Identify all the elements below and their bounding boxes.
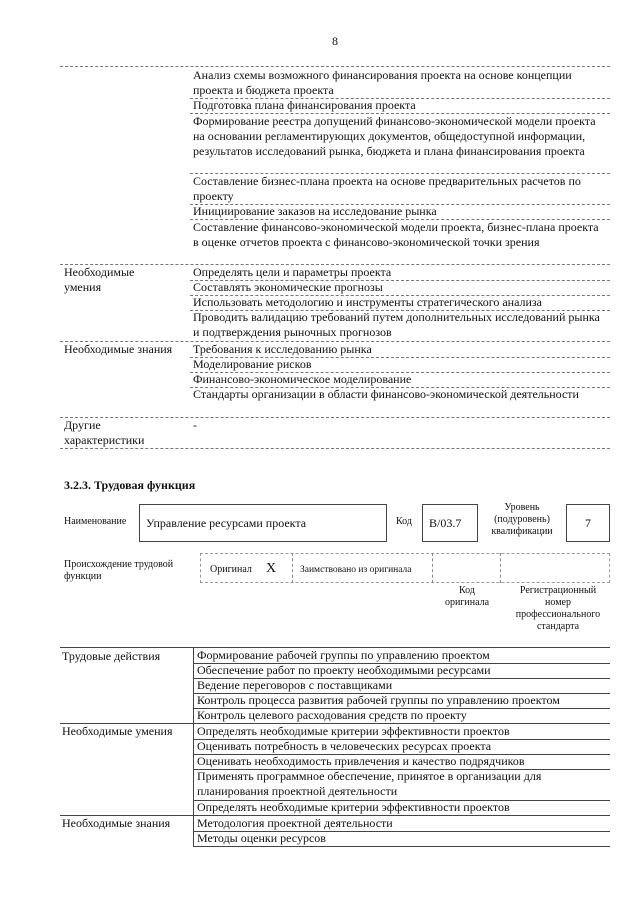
- action-item: Контроль процесса развития рабочей группы по управлению проектом: [197, 693, 560, 707]
- origin-label: Происхождение трудовой функции: [64, 559, 174, 582]
- knowledge-item: Методология проектной деятельности: [197, 816, 393, 830]
- skill-item: Определять необходимые критерии эффективности проектов: [197, 724, 510, 738]
- action-item: Анализ схемы возможного финансирования проекта на основе концепции проекта и бюджета проекта: [193, 68, 572, 97]
- action-item: Обеспечение работ по проекту необходимыми ресурсами: [197, 663, 491, 677]
- code-orig-label: Код оригинала: [444, 585, 490, 608]
- knowledge-label: Необходимые знания: [64, 342, 173, 356]
- knowledge-item: Моделирование рисков: [193, 357, 312, 371]
- original-mark: X: [266, 561, 277, 576]
- code-label: Код: [396, 516, 412, 527]
- skill-item: Оценивать потребность в человеческих ресурсах проекта: [197, 739, 492, 753]
- action-item: Контроль целевого расходования средств по проекту: [197, 708, 467, 722]
- skills-label: Необходимые умения: [64, 265, 135, 294]
- skill-item: Применять программное обеспечение, принятое в организации для планирования проектной деятельности: [197, 769, 542, 798]
- page-number: 8: [332, 34, 338, 48]
- action-item: Формирование реестра допущений финансово-экономической модели проекта на основании регламентирующих документов, общедоступной информации, результатов исследований рынка, бюджета и плана финансирования проекта: [193, 114, 596, 158]
- reg-num-label: Регистрационный номер профессионального стандарта: [515, 585, 601, 632]
- name-value: Управление ресурсами проекта: [146, 516, 307, 530]
- action-item: Составление финансово-экономической модели проекта, бизнес-плана проекта в оценке отчетов проекта с финансово-экономической точки зрения: [193, 220, 599, 249]
- name-box: [139, 504, 387, 542]
- code-box: [422, 504, 478, 542]
- level-label: Уровень (подуровень) квалификации: [491, 502, 553, 537]
- skill-item: Определять цели и параметры проекта: [193, 265, 392, 279]
- action-item: Подготовка плана финансирования проекта: [193, 98, 416, 112]
- other-value: -: [193, 418, 197, 432]
- name-label: Наименование: [64, 516, 127, 527]
- skill-item: Составлять экономические прогнозы: [193, 280, 383, 294]
- knowledge-item: Требования к исследованию рынка: [193, 342, 372, 356]
- actions-label: Трудовые действия: [62, 649, 161, 663]
- knowledge-item: Методы оценки ресурсов: [197, 831, 326, 845]
- action-item: Ведение переговоров с поставщиками: [197, 678, 393, 692]
- action-item: Формирование рабочей группы по управлению проектом: [197, 648, 490, 662]
- skill-item: Определять необходимые критерии эффективности проектов: [197, 800, 510, 814]
- knowledge-label: Необходимые знания: [62, 816, 171, 830]
- skill-item: Оценивать необходимость привлечения и качество подрядчиков: [197, 754, 525, 768]
- action-item: Составление бизнес-плана проекта на основе предварительных расчетов по проекту: [193, 174, 581, 203]
- knowledge-item: Стандарты организации в области финансово-экономической деятельности: [193, 387, 579, 401]
- action-item: Инициирование заказов на исследование рынка: [193, 204, 437, 218]
- level-box: [566, 504, 610, 542]
- other-label: Другие характеристики: [64, 418, 145, 447]
- skill-item: Использовать методологию и инструменты стратегического анализа: [193, 295, 542, 309]
- level-value: 7: [585, 516, 591, 530]
- skills-label: Необходимые умения: [62, 724, 173, 738]
- borrowed-label: Заимствовано из оригинала: [300, 565, 412, 575]
- section-title: 3.2.3. Трудовая функция: [64, 478, 196, 492]
- original-label: Оригинал: [210, 564, 252, 575]
- code-value: B/03.7: [429, 516, 462, 530]
- skill-item: Проводить валидацию требований путем дополнительных исследований рынка и подтверждения рыночных прогнозов: [193, 310, 600, 339]
- knowledge-item: Финансово-экономическое моделирование: [193, 372, 412, 386]
